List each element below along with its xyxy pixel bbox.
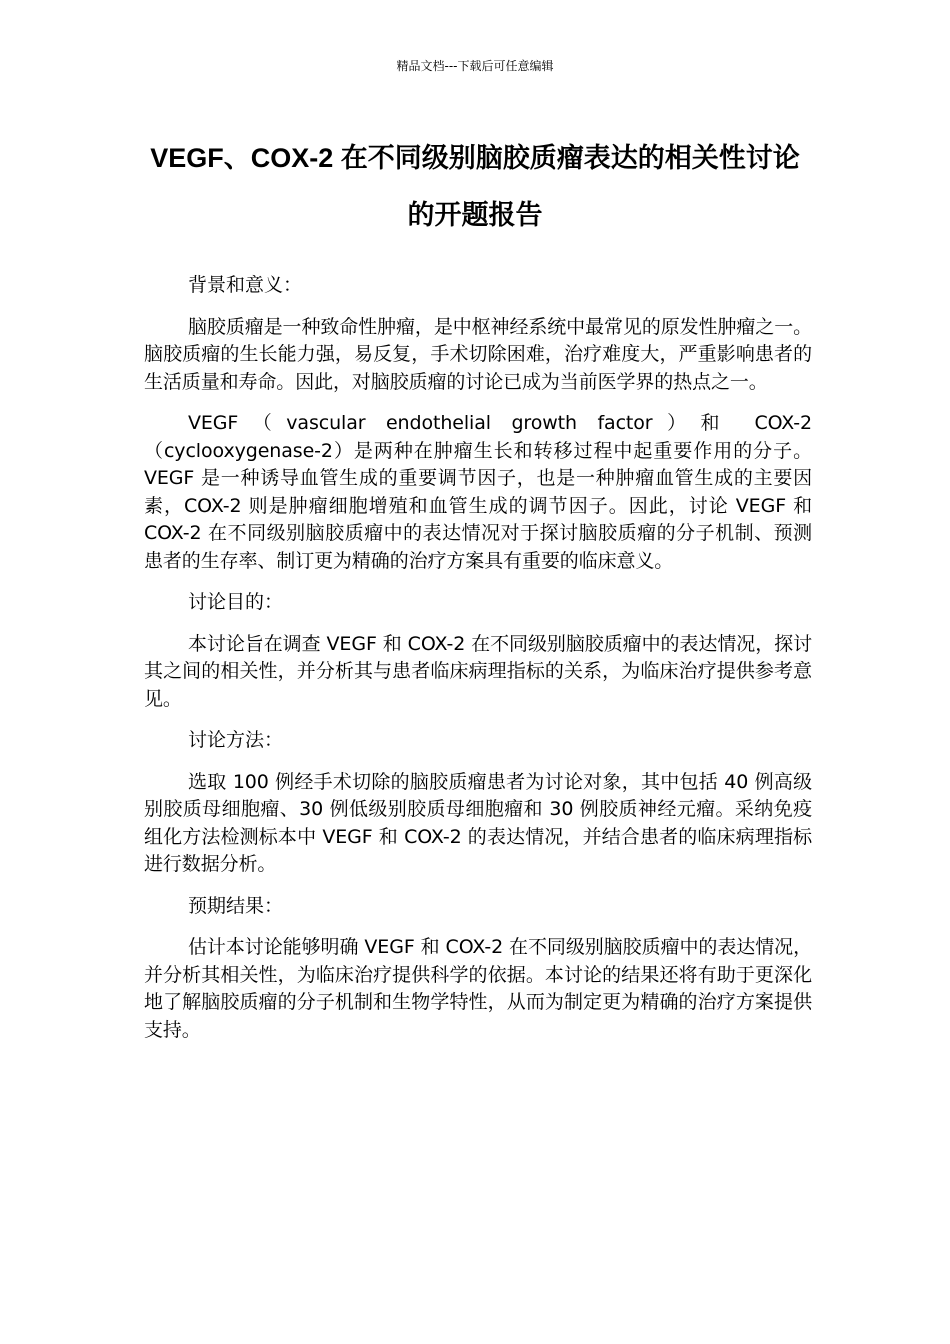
header-note: 精品文档---下载后可任意编辑 [396, 59, 554, 73]
section-heading: 讨论目的： [188, 591, 284, 613]
section-heading: 预期结果： [188, 894, 284, 917]
paragraph: VEGF（vascular endothelial growth factor）和 COX-2（cyclooxygenase-2）是两种在肿瘤生长和转移过程中起重要作用的分子。VEGF 是一种诱导血管生成的重要调节因子，也是一种肿瘤血管生成的主要因素，COX-2 则是肿瘤细胞增殖和血管生成的调节因子。因此，讨论 VEGF 和 COX-2 在不同级别脑胶质瘤中的表达情况对于探讨脑胶质瘤的分子机制、预测患者的生存率、制订更为精确的治疗方案具有重要的临床意义。 [144, 412, 812, 572]
paragraph: 本讨论旨在调查 VEGF 和 COX-2 在不同级别脑胶质瘤中的表达情况，探讨其之间的相关性，并分析其与患者临床病理指标的关系，为临床治疗提供参考意见。 [144, 632, 812, 710]
section-heading: 讨论方法： [188, 729, 284, 751]
paragraph: 选取 100 例经手术切除的脑胶质瘤患者为讨论对象，其中包括 40 例高级别胶质母细胞瘤、30 例低级别胶质母细胞瘤和 30 例胶质神经元瘤。采纳免疫组化方法检测标本中 VEGF 和 COX-2 的表达情况，并结合患者的临床病理指标进行数据分析。 [144, 770, 812, 875]
section-background [144, 272, 812, 575]
section-purpose [144, 589, 812, 713]
paragraph: 脑胶质瘤是一种致命性肿瘤，是中枢神经系统中最常见的原发性肿瘤之一。脑胶质瘤的生长能力强，易反复，手术切除困难，治疗难度大，严重影响患者的生活质量和寿命。因此，对脑胶质瘤的讨论已成为当前医学界的热点之一。 [144, 315, 812, 393]
section-methods [144, 727, 812, 879]
section-expected-results [144, 893, 812, 1045]
document-body [144, 272, 812, 1058]
document-title: VEGF、COX-2 在不同级别脑胶质瘤表达的相关性讨论的开题报告 [150, 143, 800, 230]
section-heading: 背景和意义： [188, 274, 303, 296]
paragraph: 估计本讨论能够明确 VEGF 和 COX-2 在不同级别脑胶质瘤中的表达情况，并分析其相关性，为临床治疗提供科学的依据。本讨论的结果还将有助于更深化地了解脑胶质瘤的分子机制和生物学特性，从而为制定更为精确的治疗方案提供支持。 [144, 936, 812, 1041]
